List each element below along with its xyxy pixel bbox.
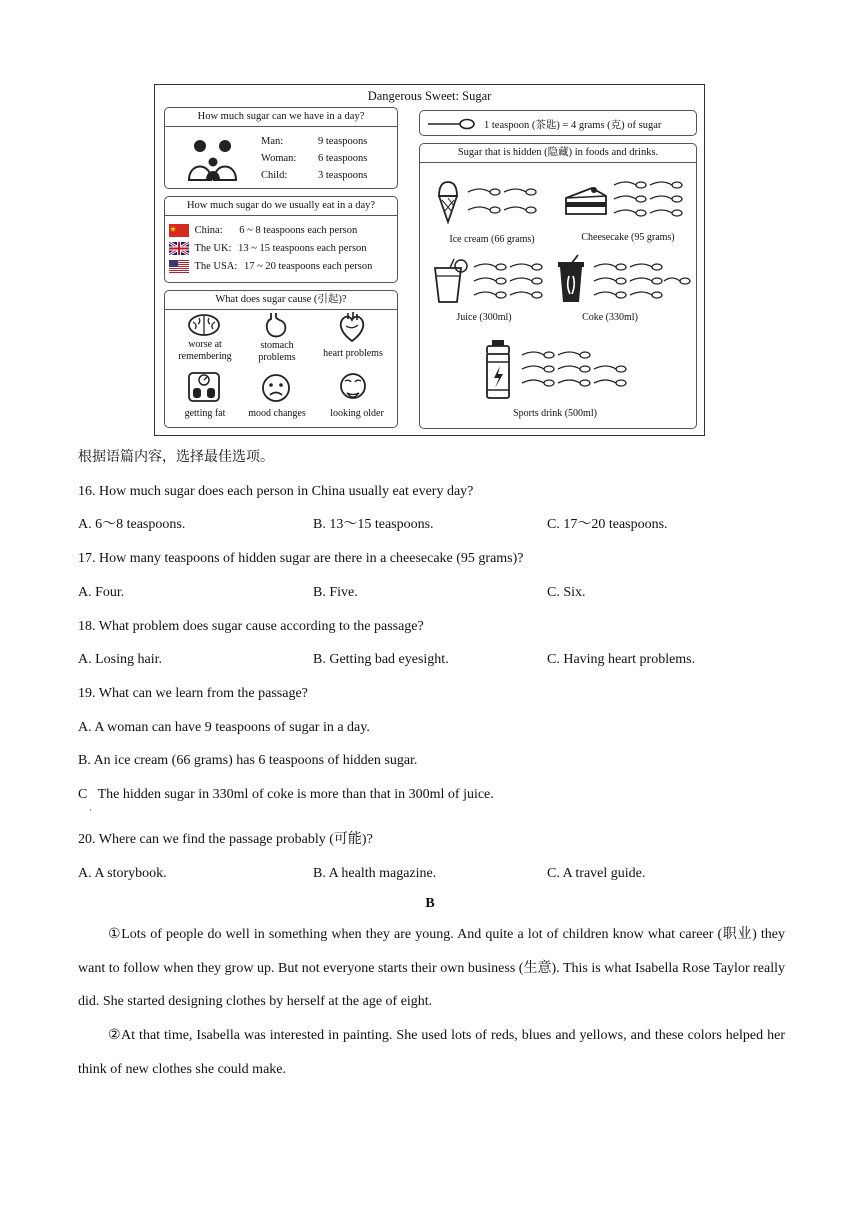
juice-spoons (472, 262, 548, 308)
child-amount: 3 teaspoons (318, 170, 368, 181)
q20-option-b: B. A health magazine. (313, 866, 437, 881)
effect-heart: heart problems (323, 348, 383, 359)
sports-drink-spoons (520, 350, 660, 396)
man-label: Man: (261, 136, 284, 147)
question-17: 17. How many teaspoons of hidden sugar are there in a cheesecake (95 grams)? (78, 551, 524, 566)
q19-option-b: B. An ice cream (66 grams) has 6 teaspoons of hidden sugar. (78, 753, 418, 768)
effect-older: looking older (330, 408, 384, 419)
child-label: Child: (261, 170, 288, 181)
china-label: China: (194, 224, 223, 236)
question-20: 20. Where can we find the passage probably (可能)? (78, 832, 373, 847)
ice-cream-icon (436, 180, 460, 224)
q20-option-c: C. A travel guide. (547, 866, 646, 881)
sports-drink-icon (484, 338, 512, 400)
hidden-sugar-header: Sugar that is hidden (隐藏) in foods and drinks. (420, 144, 696, 163)
ice-cream-spoons (466, 186, 542, 220)
section-b-heading: B (425, 896, 435, 911)
teaspoon-conversion: 1 teaspoon (茶匙) = 4 grams (克) of sugar (484, 120, 662, 131)
q19-option-a: A. A woman can have 9 teaspoons of sugar in a day. (78, 720, 370, 735)
uk-flag-icon (169, 242, 189, 255)
cheesecake-spoons (612, 180, 688, 226)
sugar-infographic (154, 84, 705, 436)
old-face-icon (337, 371, 369, 403)
uk-label: The UK: (194, 242, 232, 254)
cheesecake-icon (564, 184, 608, 218)
q18-option-c: C. Having heart problems. (547, 652, 696, 667)
infographic-title: Dangerous Sweet: Sugar (367, 89, 492, 103)
china-flag-icon (169, 224, 189, 237)
coke-icon (556, 254, 586, 304)
effect-stomach: stomach problems (258, 340, 296, 363)
cheesecake-label: Cheesecake (95 grams) (581, 232, 675, 243)
q18-option-b: B. Getting bad eyesight. (313, 652, 449, 667)
usa-flag-icon (169, 260, 189, 273)
daily-allowance-box (164, 107, 398, 189)
stomach-icon (263, 311, 289, 339)
woman-label: Woman: (261, 153, 297, 164)
question-18: 18. What problem does sugar cause according to the passage? (78, 619, 424, 634)
scale-icon (187, 371, 221, 403)
q17-option-a: A. Four. (78, 585, 125, 600)
q17-option-b: B. Five. (313, 585, 358, 600)
question-16: 16. How much sugar does each person in China usually eat every day? (78, 484, 474, 499)
man-amount: 9 teaspoons (318, 136, 368, 147)
teaspoon-note-box (419, 110, 697, 136)
sports-drink-label: Sports drink (500ml) (513, 408, 597, 419)
effect-memory: worse at remembering (178, 339, 232, 362)
teaspoon-icon (426, 117, 476, 131)
juice-icon (432, 258, 468, 304)
effects-box (164, 290, 398, 428)
effects-header: What does sugar cause (引起)? (165, 291, 397, 310)
q20-option-a: A. A storybook. (78, 866, 167, 881)
hidden-sugar-box (419, 143, 697, 429)
effect-fat: getting fat (184, 408, 226, 419)
coke-spoons (592, 262, 692, 308)
coke-label: Coke (330ml) (582, 312, 638, 323)
q16-option-c: C. 17～20 teaspoons. (547, 517, 668, 532)
usa-amount: 17 ~ 20 teaspoons each person (243, 260, 373, 272)
question-19: 19. What can we learn from the passage? (78, 686, 308, 701)
effect-mood: mood changes (248, 408, 306, 419)
q16-option-b: B. 13～15 teaspoons. (313, 517, 434, 532)
family-icon (183, 134, 243, 182)
juice-label: Juice (300ml) (456, 312, 512, 323)
q19-option-c: C The hidden sugar in 330ml of coke is more than that in 300ml of juice. (78, 787, 494, 802)
usual-intake-box (164, 196, 398, 283)
brain-icon (187, 313, 221, 337)
ice-cream-label: Ice cream (66 grams) (449, 234, 535, 245)
q16-option-a: A. 6～8 teaspoons. (78, 517, 186, 532)
daily-allowance-header: How much sugar can we have in a day? (165, 108, 397, 127)
sad-face-icon (260, 373, 292, 403)
paragraph-1: ①Lots of people do well in something when they are young. And quite a lot of children know what career (职业) they want to follow when they grow up. But not everyone starts their own business (生意). This is what Isabella Rose Taylor really did. She started designing clothes by herself at the age of eight. (78, 927, 785, 1009)
uk-amount: 13 ~ 15 teaspoons each person (238, 242, 367, 254)
usa-label: The USA: (194, 260, 238, 272)
china-amount: 6 ~ 8 teaspoons each person (239, 224, 358, 236)
heart-icon (337, 311, 367, 343)
woman-amount: 6 teaspoons (318, 153, 368, 164)
usual-intake-header: How much sugar do we usually eat in a day? (165, 197, 397, 216)
q18-option-a: A. Losing hair. (78, 652, 162, 667)
paragraph-2: ②At that time, Isabella was interested in painting. She used lots of reds, blues and yellows, and these colors helped her think of new clothes she could make. (78, 1028, 785, 1077)
dot-mark: · (89, 805, 92, 815)
instruction: 根据语篇内容，选择最佳选项。 (78, 450, 274, 465)
q17-option-c: C. Six. (547, 585, 586, 600)
